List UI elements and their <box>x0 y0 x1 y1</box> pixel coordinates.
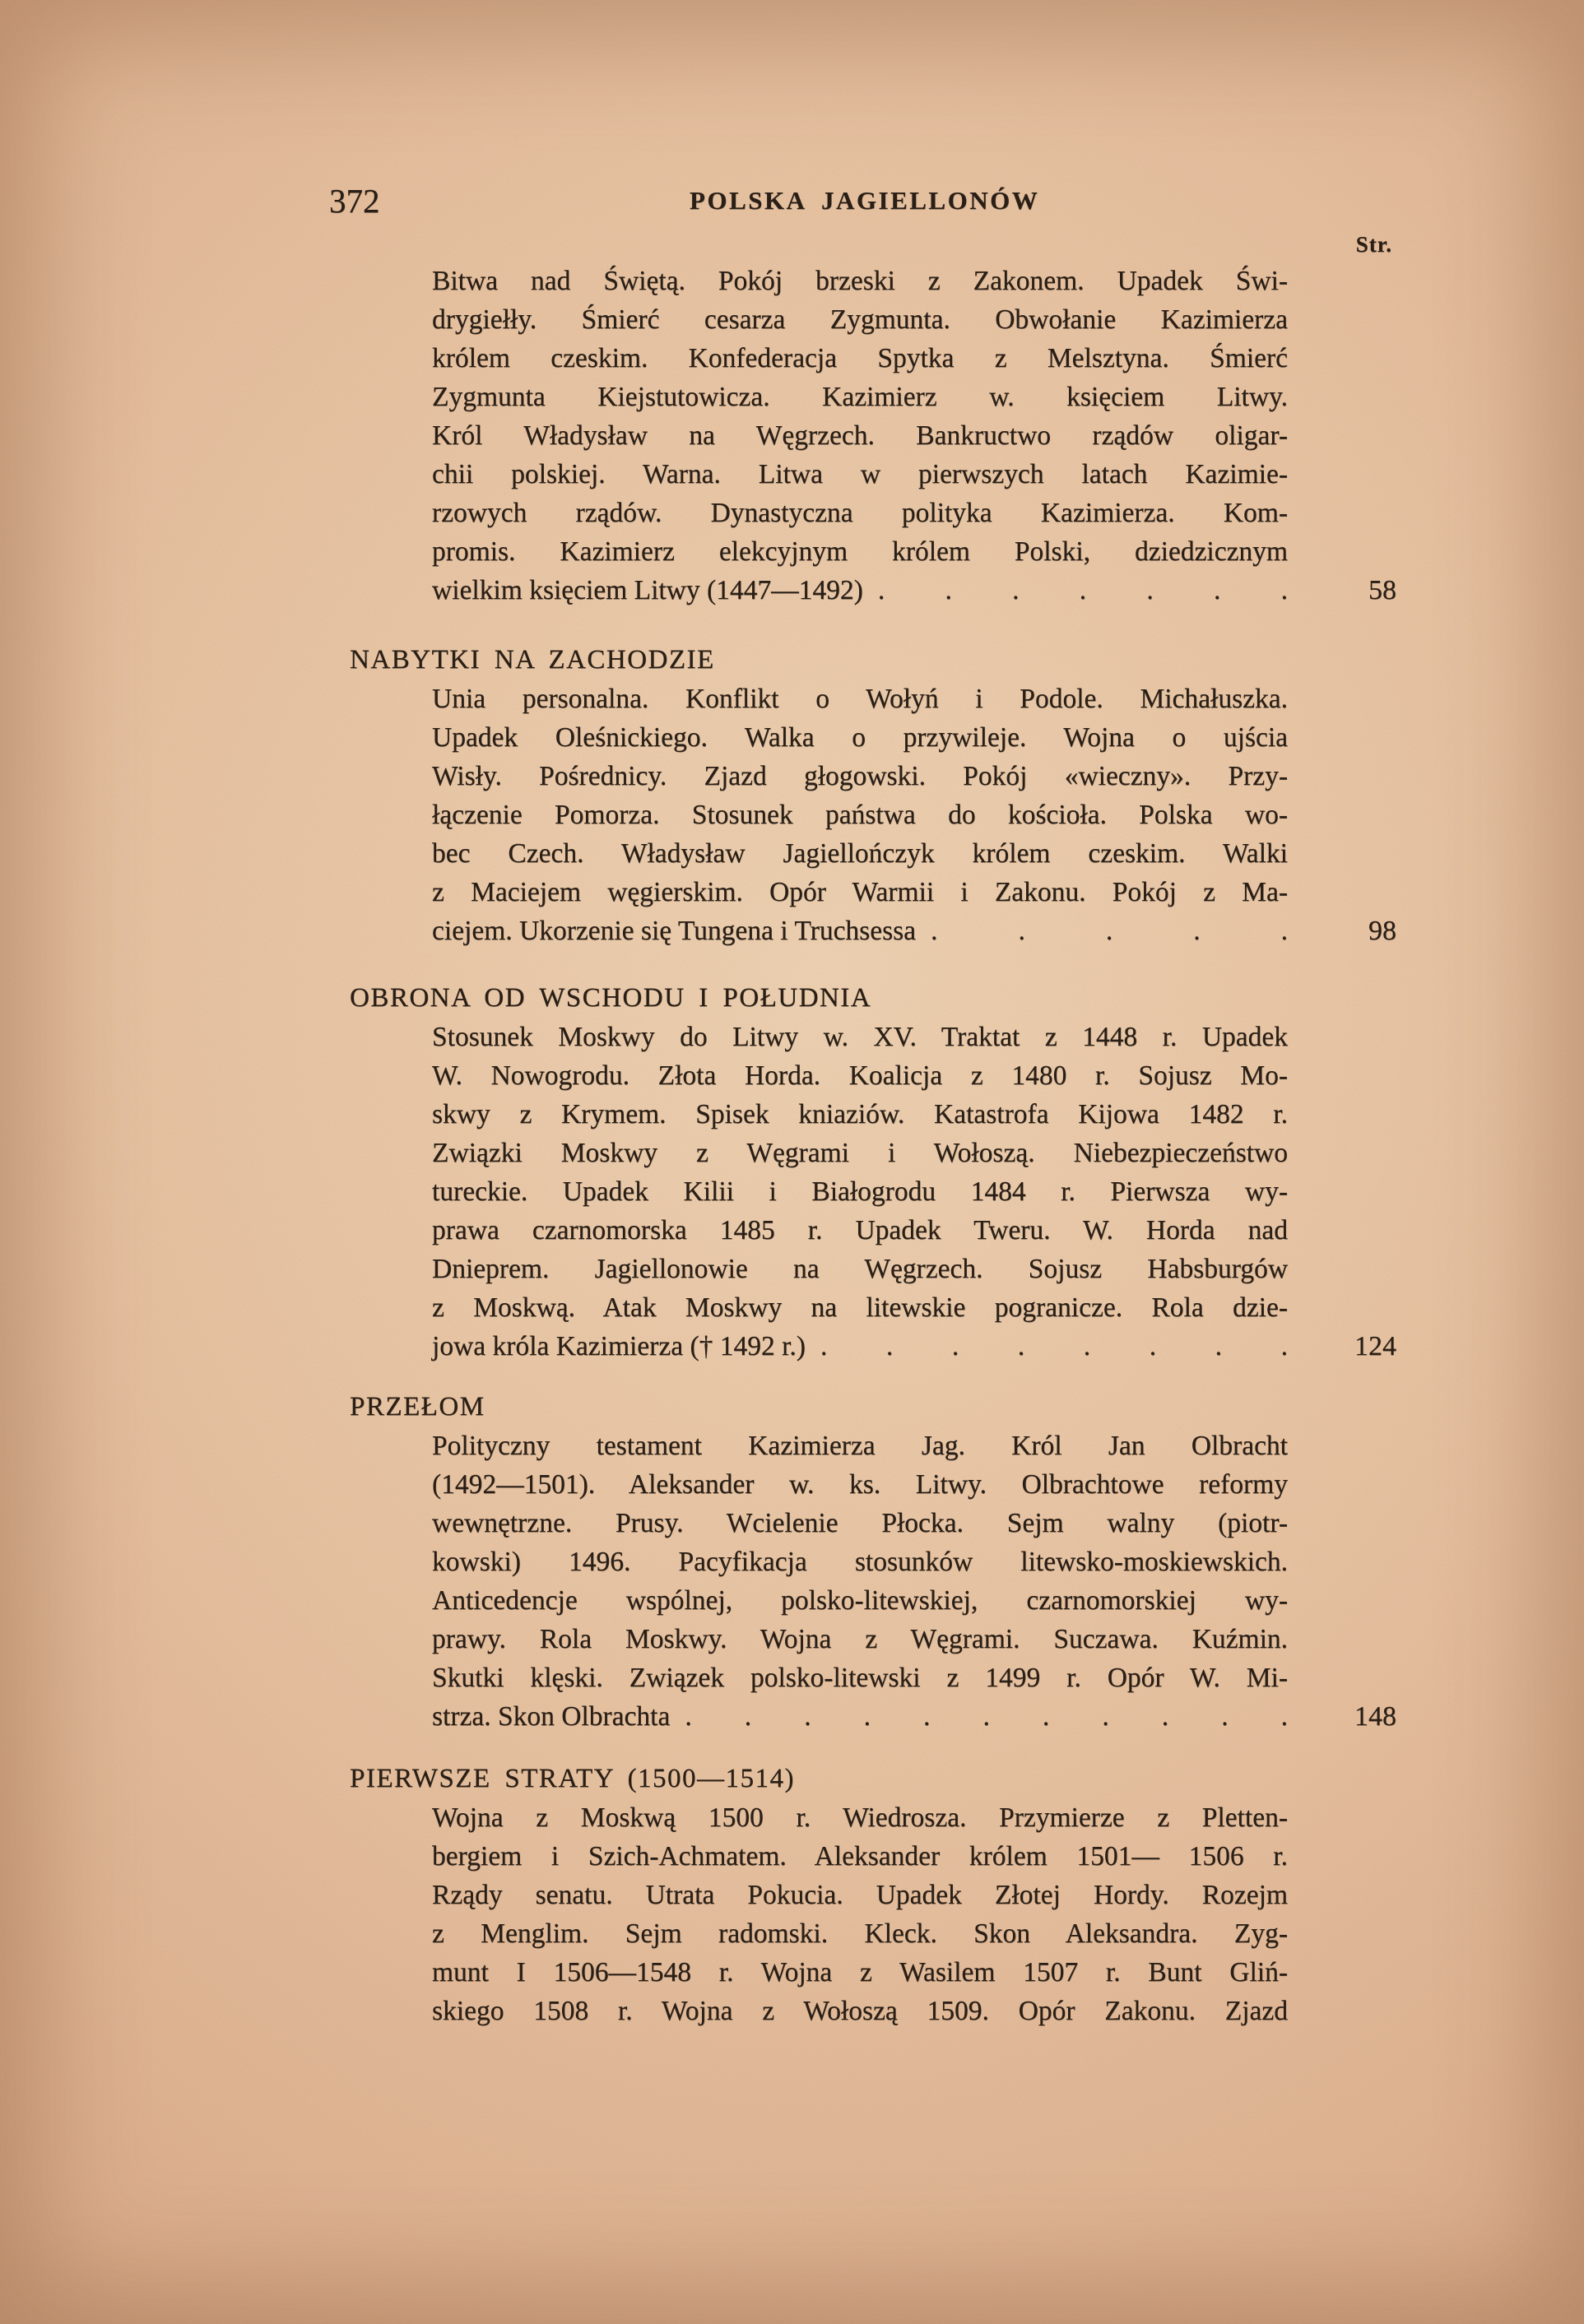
section-heading: NABYTKI NA ZACHODZIE <box>350 645 715 675</box>
toc-line <box>432 571 1288 610</box>
toc-line: wewnętrzne. Prusy. Wcielenie Płocka. Sejm walny (piotr- <box>432 1508 1288 1538</box>
toc-line: kowski) 1496. Pacyfikacja stosunków litewsko-moskiewskich. <box>432 1547 1288 1577</box>
toc-line: łączenie Pomorza. Stosunek państwa do kościoła. Polska wo- <box>432 800 1288 830</box>
dot-leader: . . . . . . . <box>877 575 1288 605</box>
toc-page-number: 98 <box>1368 916 1396 946</box>
dot-leader: . . . . . <box>931 916 1288 946</box>
toc-line: Stosunek Moskwy do Litwy w. XV. Traktat z 1448 r. Upadek <box>432 1022 1288 1052</box>
toc-line: Wisły. Pośrednicy. Zjazd głogowski. Pokój «wieczny». Przy- <box>432 761 1288 791</box>
toc-line: drygiełły. Śmierć cesarza Zygmunta. Obwołanie Kazimierza <box>432 304 1288 335</box>
toc-entry-body <box>432 1426 1396 1736</box>
toc-line: chii polskiej. Warna. Litwa w pierwszych latach Kazimie- <box>432 459 1288 489</box>
toc-line: Rządy senatu. Utrata Pokucia. Upadek Złotej Hordy. Rozejm <box>432 1880 1288 1910</box>
toc-line: bergiem i Szich-Achmatem. Aleksander królem 1501— 1506 r. <box>432 1841 1288 1872</box>
toc-entry <box>350 640 1395 950</box>
toc-line: Związki Moskwy z Węgrami i Wołoszą. Niebezpieczeństwo <box>432 1138 1288 1168</box>
toc-line: Wojna z Moskwą 1500 r. Wiedrosza. Przymierze z Pletten- <box>432 1802 1288 1833</box>
toc-line: Skutki klęski. Związek polsko-litewski z 1499 r. Opór W. Mi- <box>432 1663 1288 1693</box>
toc-page-number: 124 <box>1354 1331 1396 1361</box>
toc-line: skiego 1508 r. Wojna z Wołoszą 1509. Opór Zakonu. Zjazd <box>432 1996 1288 2026</box>
section-heading: OBRONA OD WSCHODU I POŁUDNIA <box>350 983 872 1013</box>
toc-line: skwy z Krymem. Spisek kniaziów. Katastrofa Kijowa 1482 r. <box>432 1099 1288 1130</box>
toc-line: z Moskwą. Atak Moskwy na litewskie pogranicze. Rola dzie- <box>432 1292 1288 1323</box>
toc-line: Bitwa nad Świętą. Pokój brzeski z Zakonem. Upadek Świ- <box>432 266 1288 296</box>
toc-line: rzowych rządów. Dynastyczna polityka Kazimierza. Kom- <box>432 498 1288 528</box>
toc-line: tureckie. Upadek Kilii i Białogrodu 1484 r. Pierwsza wy- <box>432 1176 1288 1207</box>
page-column-label: Str. <box>1355 232 1392 257</box>
toc-entry <box>350 1759 1395 2030</box>
toc-entry-body <box>432 680 1396 950</box>
toc-line: Zygmunta Kiejstutowicza. Kazimierz w. księciem Litwy. <box>432 382 1288 412</box>
toc-line: Unia personalna. Konflikt o Wołyń i Podole. Michałuszka. <box>432 684 1288 714</box>
section-heading: PRZEŁOM <box>350 1392 485 1422</box>
toc-line: (1492—1501). Aleksander w. ks. Litwy. Olbrachtowe reformy <box>432 1469 1288 1500</box>
toc-line <box>432 1697 1288 1736</box>
toc-line: Dnieprem. Jagiellonowie na Węgrzech. Sojusz Habsburgów <box>432 1254 1288 1284</box>
toc-line-text: ciejem. Ukorzenie się Tungena i Truchsessa <box>432 916 917 946</box>
toc-entry <box>350 262 1395 610</box>
toc-line: Upadek Oleśnickiego. Walka o przywileje. Wojna o ujścia <box>432 722 1288 753</box>
page-number-folio: 372 <box>329 182 380 220</box>
toc-page-number: 148 <box>1354 1701 1396 1732</box>
toc-line: bec Czech. Władysław Jagiellończyk królem czeskim. Walki <box>432 838 1288 869</box>
toc-line: z Maciejem węgierskim. Opór Warmii i Zakonu. Pokój z Ma- <box>432 877 1288 907</box>
toc-line: promis. Kazimierz elekcyjnym królem Polski, dziedzicznym <box>432 536 1288 567</box>
toc-line: W. Nowogrodu. Złota Horda. Koalicja z 1480 r. Sojusz Mo- <box>432 1060 1288 1091</box>
toc-entry <box>350 1387 1395 1736</box>
toc-line: Polityczny testament Kazimierza Jag. Król Jan Olbracht <box>432 1431 1288 1461</box>
toc-entry <box>350 978 1395 1366</box>
dot-leader: . . . . . . . . . . . <box>685 1701 1288 1732</box>
toc-entry-body <box>432 1798 1288 2030</box>
dot-leader: . . . . . . . . <box>820 1331 1288 1361</box>
toc-line: Anticedencje wspólnej, polsko-litewskiej, czarnomorskiej wy- <box>432 1585 1288 1616</box>
running-header-title: POLSKA JAGIELLONÓW <box>690 186 1040 215</box>
toc-line: Król Władysław na Węgrzech. Bankructwo rządów oligar- <box>432 420 1288 451</box>
section-heading: PIERWSZE STRATY (1500—1514) <box>350 1764 795 1793</box>
toc-line: królem czeskim. Konfederacja Spytka z Melsztyna. Śmierć <box>432 343 1288 373</box>
toc-line: munt I 1506—1548 r. Wojna z Wasilem 1507 r. Bunt Gliń- <box>432 1957 1288 1988</box>
toc-entry-body <box>432 1018 1396 1366</box>
toc-line: z Menglim. Sejm radomski. Kleck. Skon Aleksandra. Zyg- <box>432 1918 1288 1949</box>
toc-line-text: strza. Skon Olbrachta <box>432 1701 671 1732</box>
toc-line-text: wielkim księciem Litwy (1447—1492) <box>432 575 863 605</box>
toc-line: prawy. Rola Moskwy. Wojna z Węgrami. Suczawa. Kuźmin. <box>432 1624 1288 1654</box>
toc-line-text: jowa króla Kazimierza († 1492 r.) <box>432 1331 806 1361</box>
toc-line <box>432 912 1288 950</box>
toc-line: prawa czarnomorska 1485 r. Upadek Tweru. W. Horda nad <box>432 1215 1288 1245</box>
toc-line <box>432 1327 1288 1366</box>
toc-entry-body <box>432 262 1396 610</box>
toc-page-number: 58 <box>1368 575 1396 605</box>
